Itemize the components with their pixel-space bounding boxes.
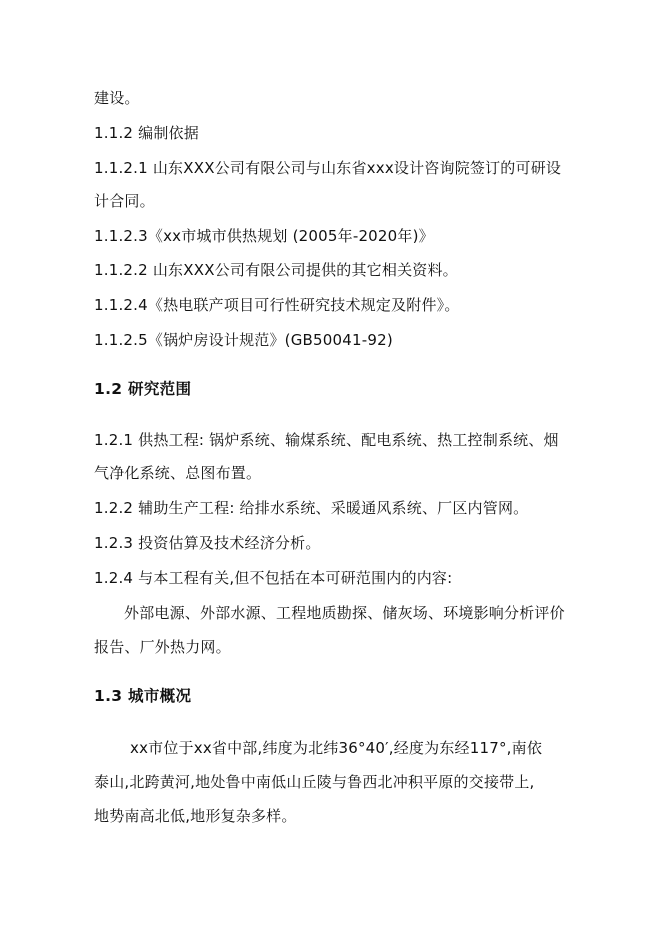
text-line: 1.2.4 与本工程有关,但不包括在本可研范围内的内容:	[94, 569, 453, 587]
text-line: 1.1.2.5《锅炉房设计规范》(GB50041-92)	[94, 331, 393, 349]
text-line: 泰山,北跨黄河,地处鲁中南低山丘陵与鲁西北冲积平原的交接带上,	[94, 773, 535, 791]
text-line: 地势南高北低,地形复杂多样。	[94, 807, 297, 825]
section-heading-research-scope: 1.2 研究范围	[94, 380, 192, 398]
subsection-title: 1.1.2 编制依据	[94, 124, 199, 142]
text-line: 1.1.2.1 山东XXX公司有限公司与山东省xxx设计咨询院签订的可研设	[94, 159, 562, 177]
text-line: 计合同。	[94, 192, 155, 210]
text-line: 建设。	[94, 89, 140, 107]
text-line: 气净化系统、总图布置。	[94, 464, 262, 482]
text-line-indented: xx市位于xx省中部,纬度为北纬36°40′,经度为东经117°,南依	[130, 739, 543, 757]
text-line: 1.1.2.3《xx市城市供热规划 (2005年-2020年)》	[94, 227, 434, 245]
section-heading-city-overview: 1.3 城市概况	[94, 687, 192, 705]
text-line: 1.2.1 供热工程: 锅炉系统、输煤系统、配电系统、热工控制系统、烟	[94, 431, 559, 449]
text-line: 1.1.2.4《热电联产项目可行性研究技术规定及附件》。	[94, 296, 460, 314]
text-line: 1.2.3 投资估算及技术经济分析。	[94, 534, 321, 552]
text-line: 1.1.2.2 山东XXX公司有限公司提供的其它相关资料。	[94, 261, 458, 279]
text-line: 报告、厂外热力网。	[94, 638, 231, 656]
text-line-indented: 外部电源、外部水源、工程地质勘探、储灰场、环境影响分析评价	[124, 604, 565, 622]
text-line: 1.2.2 辅助生产工程: 给排水系统、采暖通风系统、厂区内管网。	[94, 499, 529, 517]
